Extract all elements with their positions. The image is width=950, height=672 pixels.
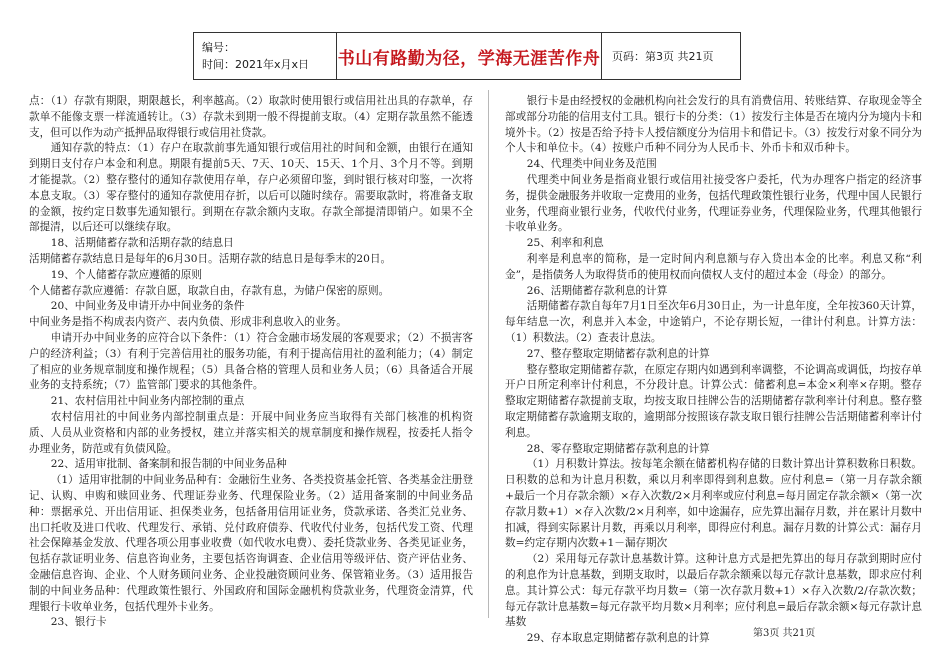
paragraph: 19、个人储蓄存款应遵循的原则 (50, 268, 202, 281)
number-label: 编号： (202, 41, 235, 54)
footer-page-number: 第3页 共21页 (753, 628, 816, 639)
paragraph: 26、活期储蓄存款利息的计算 (526, 284, 668, 297)
right-column (505, 94, 922, 645)
paragraph: 20、中间业务及申请开办中间业务的条件 (50, 300, 245, 313)
paragraph: （2）采用每元存款计息基数计算。这种计息方式是把先算出的每月存款到期时应付的利息作为计息基数，到期支取时，以最后存款余额乘以每元存款计息基数，即求应付利息。其计算公式：每元存款平均月数=（第一次存款月数+1）×存入次数/2/存款次数；每元存款计息基数=每元存款平均月数×月利率；应付利息=最后存款余额×每元存款计息基数 (505, 553, 922, 629)
paragraph: 个人储蓄存款应遵循：存款自愿，取款自由，存款有息，为储户保密的原则。 (29, 284, 390, 297)
paragraph: 活期储蓄存款结息日是每年的6月30日。活期存款的结息日是每季末的20日。 (29, 252, 392, 265)
paragraph: 21、农村信用社中间业务内部控制的重点 (50, 395, 245, 408)
paragraph: 27、整存整取定期储蓄存款利息的计算 (526, 347, 710, 360)
paragraph: 活期储蓄存款自每年7月1日至次年6月30日止，为一计息年度，全年按360天计算，每年结息一次，利息并入本金，中途销户，不论存期长短，一律计付利息。计算方法：（1）积数法。（2）查表计息法。 (505, 300, 922, 344)
paragraph: 点：（1）存款有期限，期限越长，利率越高。（2）取款时使用银行或信用社出具的存款单，存款单不能像支票一样流通转让。（3）存款未到期一般不得提前支取。（4）定期存款虽然不能透支，但可以作为动产抵押品取得银行或信用社贷款。 (29, 95, 473, 139)
paragraph: 通知存款的特点：（1）存户在取款前事先通知银行或信用社的时间和金额，由银行在通知到期日支付存户本金和利息。期限有提前5天、7天、10天、15天、1个月、3个月不等。到期才能提款。（2）整存整付的通知存款使用存单，存户必须留印鉴，到时银行核对印鉴，一次将本息支取。（3）零存整付的通知存款使用存折，以后可以随时续存。需要取款时，将准备支取的金额，按约定日数事先通知银行。到期在存款余额内支取。存款全部提清即销户。如果不全部提清，以后还可以继续存取。 (29, 142, 473, 234)
header-page-label: 页码：第3页 共21页 (612, 50, 714, 63)
paragraph: 24、代理类中间业务及范围 (526, 158, 657, 171)
paragraph: 中间业务是指不构成表内资产、表内负债、形成非利息收入的业务。 (29, 316, 347, 329)
paragraph: 18、活期储蓄存款和活期存款的结息日 (50, 237, 234, 250)
paragraph: 利率是利息率的简称，是一定时间内利息额与存入贷出本金的比率。利息又称“利金”，是指债务人为取得货币的使用权而向债权人支付的超过本金（母金）的部分。 (505, 252, 922, 281)
page-header (193, 32, 741, 80)
paragraph: 22、适用审批制、备案制和报告制的中间业务品种 (50, 458, 287, 471)
column-divider (488, 90, 489, 618)
paragraph: 25、利率和利息 (526, 237, 604, 250)
paragraph: 农村信用社的中间业务内部控制重点是：开展中间业务应当取得有关部门核准的机构资质、人员从业资格和内部的业务授权，建立并落实相关的规章制度和操作规程，按委托人指令办理业务，防范或有负债风险。 (29, 410, 473, 455)
left-column (29, 94, 473, 634)
time-label: 时间：2021年x月x日 (202, 58, 310, 71)
paragraph: 28、零存整取定期储蓄存款利息的计算 (526, 442, 710, 455)
paragraph: （1）适用审批制的中间业务品种有：金融衍生业务、各类投资基金托管、各类基金注册登记、认购、申购和赎回业务、代理证券业务、代理保险业务。（2）适用备案制的中间业务品种：票据承兑、开出信用证、担保类业务，包括备用信用证业务，贷款承诺、各类汇兑业务、出口托收及进口代收、代理发行、承销、兑付政府债券、代收代付业务，包括代发工资、代理社会保障基金发放、代理各项公用事业收费（如代收水电费）、委托贷款业务、各类见证业务，包括存款证明业务、信息咨询业务，主要包括咨询调查、企业信用等级评估、资产评估业务、金融信息咨询、企业、个人财务顾问业务、企业投融资顾问业务、保管箱业务。（3）适用报告制的中间业务品种：代理政策性银行、外国政府和国际金融机构贷款业务，代理资金清算，代理银行卡收单业务，包括代理外卡业务。 (29, 474, 473, 613)
paragraph: 申请开办中间业务的应符合以下条件：（1）符合金融市场发展的客观要求；（2）不损害客户的经济利益；（3）有利于完善信用社的服务功能，有利于提高信用社的盈利能力；（4）制定了相应的业务规章制度和操作规程；（5）具备合格的管理人员和业务人员；（6）具备适合开展业务的支持系统；（7）监管部门要求的其他条件。 (29, 331, 473, 392)
paragraph: 整存整取定期储蓄存款，在原定存期内如遇到利率调整，不论调高或调低，均按存单开户日所定利率计付利息，不分段计息。计算公式：储蓄利息=本金×利率×存期。整存整取定期储蓄存款提前支取，均按支取日挂牌公告的活期储蓄存款利率计付利息。整存整取定期储蓄存款逾期支取的，逾期部分按照该存款支取日银行挂牌公告活期储蓄利率计付利息。 (505, 363, 922, 439)
paragraph: 银行卡是由经授权的金融机构向社会发行的具有消费信用、转账结算、存取现金等全部或部分功能的信用支付工具。银行卡的分类：（1）按发行主体是否在境内分为境内卡和境外卡。（2）按是否给予持卡人授信额度分为信用卡和借记卡。（3）按发行对象不同分为个人卡和单位卡。（4）按账户币种不同分为人民币卡、外币卡和双币种卡。 (505, 95, 922, 155)
paragraph: 29、存本取息定期储蓄存款利息的计算 (526, 632, 710, 645)
header-page-cell (602, 33, 740, 79)
paragraph: 代理类中间业务是指商业银行或信用社接受客户委托，代为办理客户指定的经济事务，提供金融服务并收取一定费用的业务，包括代理政策性银行业务，代理中国人民银行业务，代理商业银行业务，代收代付业务，代理证券业务，代理保险业务，代理其他银行卡收单业务。 (505, 173, 922, 234)
paragraph: 23、银行卡 (50, 616, 107, 629)
header-meta-cell (194, 33, 337, 79)
motto: 书山有路勤为径，学海无涯苦作舟 (337, 48, 601, 69)
header-motto-cell (337, 33, 602, 79)
paragraph: （1）月积数计算法。按每笔余额在储蓄机构存储的日数计算出计算积数称日积数。日积数的总和为计息月积数，乘以月利率即得到利息数。应付利息=（第一月存款余额+最后一个月存款余额）×存入次数/2×月利率或应付利息=每月固定存款余额×（第一次存款月数+1）×存入次数/2×月利率，如中途漏存，应先算出漏存月数，并在累计月数中扣减，得到实际累计月数，再乘以月利率，即得应付利息。漏存月数的计算公式：漏存月数=约定存期内次数+1－漏存期次 (505, 458, 922, 550)
